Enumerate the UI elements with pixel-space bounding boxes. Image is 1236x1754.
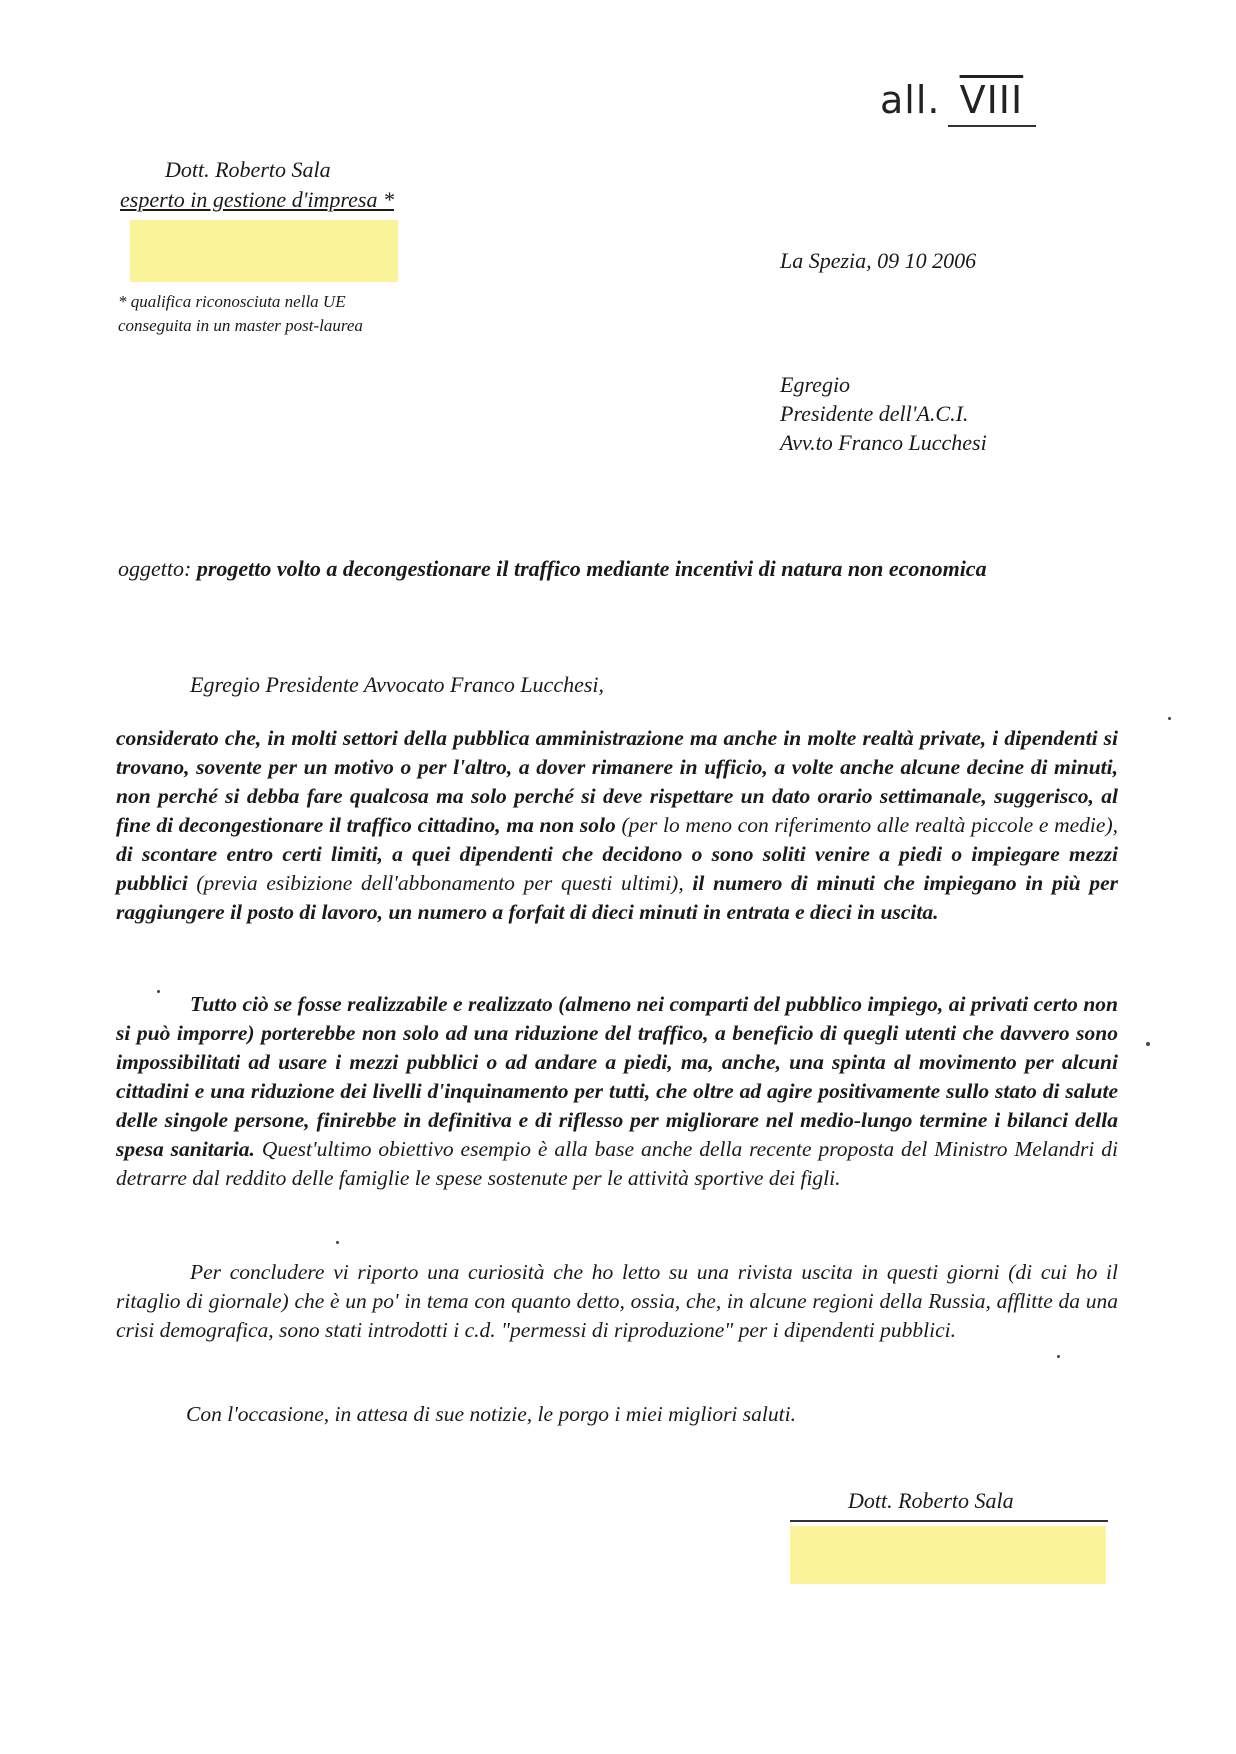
closing-line: Con l'occasione, in attesa di sue notizie, le porgo i miei migliori saluti. <box>186 1402 796 1426</box>
scan-speck <box>1146 1042 1150 1046</box>
recipient-line-1: Egregio <box>780 372 851 397</box>
paragraph2-part-1: Tutto ciò se fosse realizzabile e realizzato (almeno nei comparti del pubblico impiego, ai privati certo non si può imporre) porterebbe non solo ad una riduzione del traffico, a beneficio di quegli utenti che davvero sono impossibilitati ad usare i mezzi pubblici o ad andare a piedi, ma, anche, una spinta al movimento per alcuni cittadini e una riduzione dei livelli d'inquinamento per tutti, che oltre ad agire positivamente sullo stato di salute delle singole persone, finirebbe in definitiva e di riflesso per migliorare nel medio-lungo termine i bilanci della spesa sanitaria. <box>116 992 1118 1161</box>
note-line-2: conseguita in un master post-laurea <box>118 316 363 335</box>
paragraph1-part-1: considerato che, in molti settori della pubblica amministrazione ma anche in molte realtà private, i dipendenti si trovano, sovente per un motivo o per l'altro, a dover rimanere in ufficio, a volte anche alcune decine di minuti, non perché si debba fare qualcosa ma solo perché si deve rispettare un dato orario settimanale, suggerisco, al fine di decongestionare il traffico cittadino, ma non solo <box>116 726 1118 837</box>
qualification-note <box>118 290 363 338</box>
paragraph1-part-3: di scontare entro certi limiti, a quei dipendenti che decidono o sono soliti venire a piedi o impiegare mezzi pubblici <box>116 842 1118 895</box>
annotation-numeral: VIII <box>959 78 1024 122</box>
subject-text: progetto volto a decongestionare il traffico mediante incentivi di natura non economica <box>196 556 987 581</box>
paragraph1-part-2: (per lo meno con riferimento alle realtà piccole e medie), <box>615 813 1118 837</box>
signature-redaction <box>790 1526 1106 1584</box>
body-paragraph-2 <box>116 990 1118 1193</box>
paragraph1-part-4: (previa esibizione dell'abbonamento per questi ultimi), <box>187 871 693 895</box>
subject-label: oggetto: <box>118 556 192 581</box>
scan-speck <box>157 990 160 993</box>
body-paragraph-3: Per concludere vi riporto una curiosità che ho letto su una rivista uscita in questi giorni (di cui ho il ritaglio di giornale) che è un po' in tema con quanto detto, ossia, che, in alcune regioni della Russia, afflitte da una crisi demografica, sono stati introdotti i c.d. "permessi di riproduzione" per i dipendenti pubblici. <box>116 1260 1118 1342</box>
scan-speck <box>1057 1355 1060 1358</box>
scan-speck <box>336 1241 339 1244</box>
sender-redaction <box>130 220 398 282</box>
scan-speck <box>1168 717 1171 720</box>
letter-date: La Spezia, 09 10 2006 <box>780 248 977 273</box>
body-paragraph-1 <box>116 724 1118 927</box>
sender-name: Dott. Roberto Sala <box>165 157 331 182</box>
paragraph1-part-5: il numero di minuti che impiegano in più per raggiungere il posto di lavoro, un numero a forfait di dieci minuti in entrata e dieci in uscita. <box>116 871 1118 924</box>
sender-title: esperto in gestione d'impresa * <box>120 187 394 212</box>
signature-name: Dott. Roberto Sala <box>848 1488 1014 1513</box>
recipient-line-3: Avv.to Franco Lucchesi <box>780 430 987 455</box>
annotation-prefix: all. <box>880 78 941 122</box>
paragraph2-part-2: Quest'ultimo obiettivo esempio è alla base anche della recente proposta del Ministro Melandri di detrarre dal reddito delle famiglie le spese sostenute per le attività sportive dei figli. <box>116 1137 1118 1190</box>
sender-block <box>120 155 394 215</box>
subject-line <box>118 556 987 582</box>
handwritten-annotation <box>880 78 1023 122</box>
signature-line <box>790 1520 1108 1522</box>
recipient-block <box>780 370 987 457</box>
salutation: Egregio Presidente Avvocato Franco Lucchesi, <box>190 672 605 697</box>
recipient-line-2: Presidente dell'A.C.I. <box>780 401 969 426</box>
annotation-underline <box>948 125 1036 127</box>
note-line-1: * qualifica riconosciuta nella UE <box>118 292 346 311</box>
